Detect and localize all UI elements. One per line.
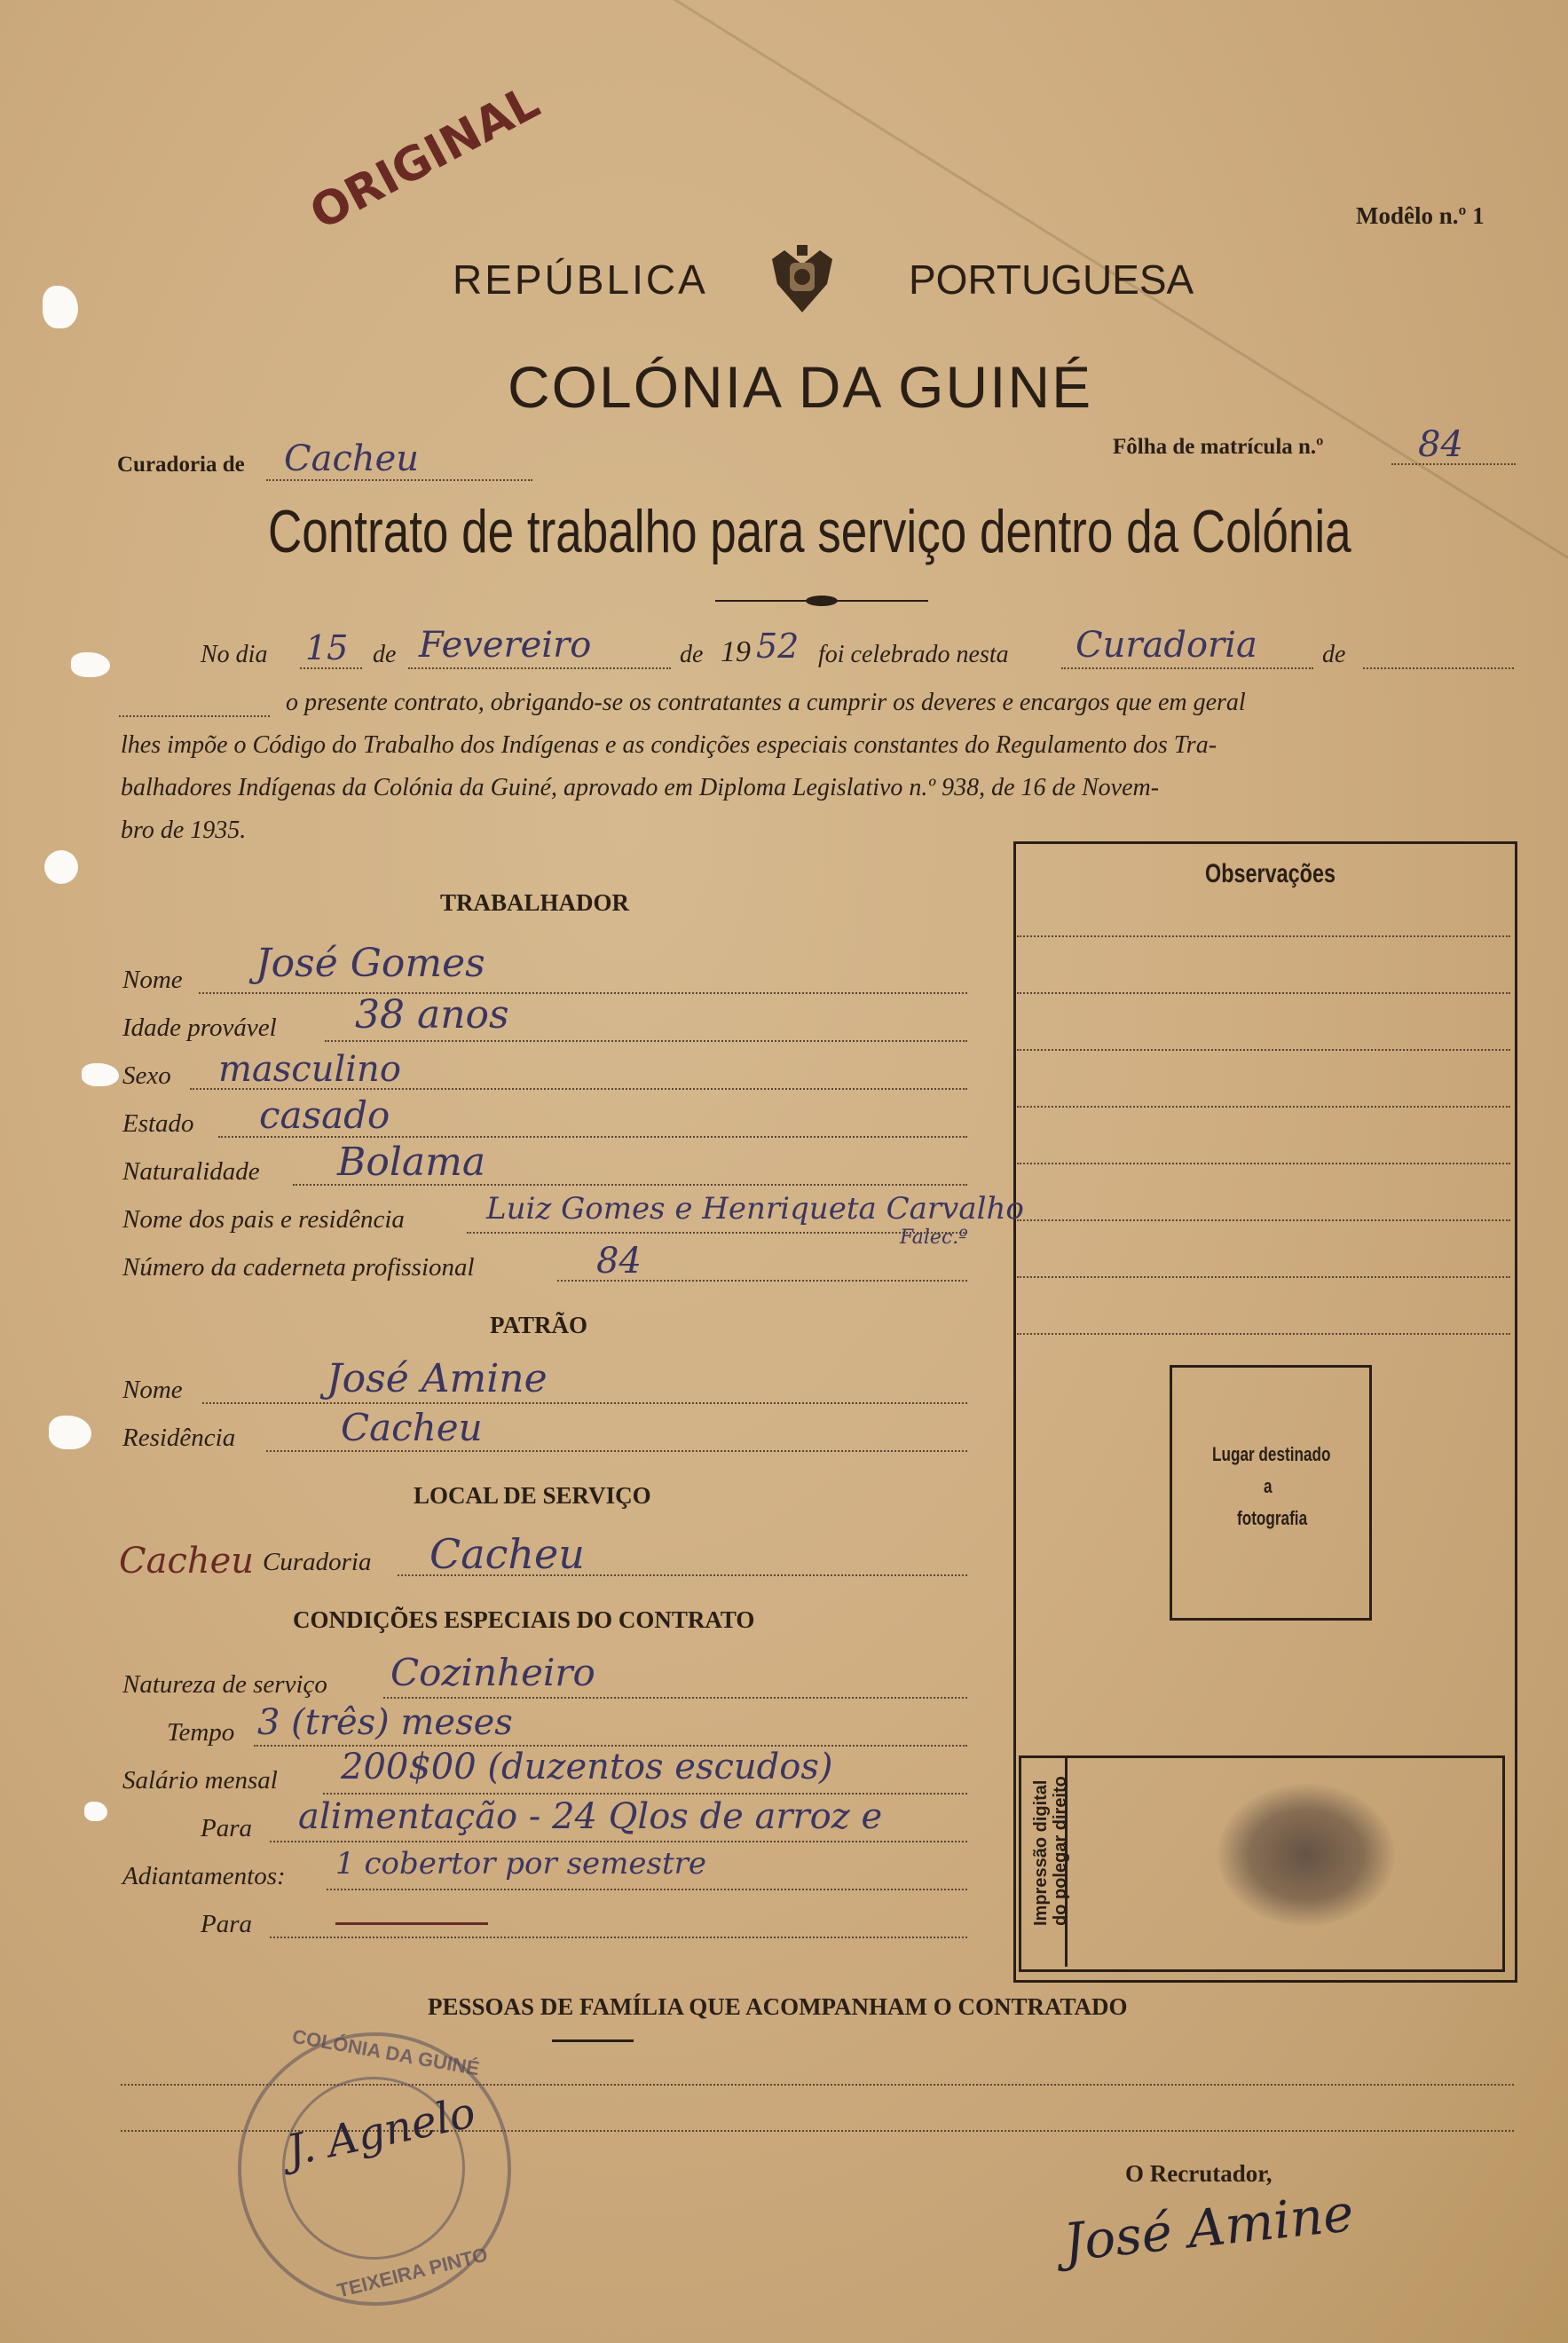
para-2-stroke bbox=[335, 1922, 488, 1925]
pais-label: Nome dos pais e residência bbox=[122, 1205, 405, 1234]
intro-line-4: balhadores Indígenas da Colónia da Guiné, aprovado em Diploma Legislativo n.º 938, de 16 de Novem- bbox=[121, 774, 1160, 801]
recrutador-signature: José Amine bbox=[1060, 2182, 1357, 2273]
intro-year-suffix: 52 bbox=[756, 627, 800, 666]
residencia-label: Residência bbox=[122, 1424, 236, 1452]
paper-tear bbox=[43, 286, 78, 328]
tempo-label: Tempo bbox=[167, 1718, 235, 1747]
salario-value: 200$00 (duzentos escudos) bbox=[341, 1747, 833, 1787]
nome-line bbox=[199, 992, 967, 994]
para-2-label: Para bbox=[201, 1910, 252, 1938]
intro-line-3: lhes impõe o Código do Trabalho dos Indígenas e as condições especiais constantes do Regulamento dos Tra- bbox=[121, 731, 1217, 759]
obs-line bbox=[1017, 1163, 1510, 1164]
stamp-signature: J. Agnelo bbox=[282, 2087, 480, 2176]
obs-line bbox=[1017, 1333, 1510, 1335]
photo-label-1: Lugar destinado bbox=[1212, 1443, 1331, 1465]
colony-title: COLÓNIA DA GUINÉ bbox=[508, 354, 1093, 420]
coat-of-arms-icon bbox=[765, 241, 839, 316]
intro-line-5: bro de 1935. bbox=[121, 816, 247, 844]
pais-value: Luiz Gomes e Henriqueta Carvalho bbox=[486, 1191, 1024, 1227]
header-portuguesa: PORTUGUESA bbox=[909, 256, 1194, 303]
obs-line bbox=[1017, 1219, 1510, 1221]
natureza-value: Cozinheiro bbox=[390, 1651, 595, 1694]
curadoria-line bbox=[266, 479, 532, 481]
trabalhador-heading: TRABALHADOR bbox=[440, 889, 630, 916]
obs-line bbox=[1017, 1049, 1510, 1051]
intro-no-dia: No dia bbox=[201, 641, 268, 668]
naturalidade-value: Bolama bbox=[337, 1140, 486, 1185]
day-line bbox=[300, 667, 362, 669]
nome-value: José Gomes bbox=[256, 941, 485, 986]
para-2-line bbox=[270, 1937, 967, 1938]
sexo-value: masculino bbox=[218, 1049, 401, 1090]
intro-de: de bbox=[373, 641, 397, 668]
local-value: Cacheu bbox=[429, 1530, 585, 1578]
familia-divider bbox=[552, 2039, 634, 2042]
month-line bbox=[408, 667, 671, 669]
intro-place: Curadoria bbox=[1076, 625, 1257, 666]
obs-line bbox=[1017, 992, 1510, 994]
folha-label: Fôlha de matrícula n.º bbox=[1113, 435, 1324, 459]
de-line bbox=[1363, 667, 1514, 669]
photo-label-2: a bbox=[1264, 1475, 1273, 1497]
header-republica: REPÚBLICA bbox=[453, 256, 708, 303]
adiantamentos-label: Adiantamentos: bbox=[122, 1862, 286, 1890]
ornament-divider bbox=[715, 595, 928, 607]
tempo-value: 3 (três) meses bbox=[257, 1702, 513, 1743]
residencia-value: Cacheu bbox=[341, 1406, 483, 1449]
place-line bbox=[1061, 667, 1313, 669]
stamp-bottom-text: TEIXEIRA PINTO bbox=[335, 2243, 490, 2302]
patrao-heading: PATRÃO bbox=[490, 1312, 587, 1338]
punch-hole bbox=[44, 850, 78, 884]
pais-extra: Falec.º bbox=[900, 1227, 968, 1249]
local-heading: LOCAL DE SERVIÇO bbox=[414, 1482, 651, 1509]
folha-value: 84 bbox=[1418, 424, 1463, 465]
curadoria-label: Curadoria de bbox=[117, 453, 245, 477]
sexo-label: Sexo bbox=[122, 1061, 171, 1090]
intro-line-2: o presente contrato, obrigando-se os contratantes a cumprir os deveres e encargos que em geral bbox=[286, 689, 1246, 716]
model-number: Modêlo n.º 1 bbox=[1356, 202, 1485, 229]
intro-month: Fevereiro bbox=[419, 625, 592, 666]
intro-de-3: de bbox=[1322, 641, 1346, 668]
thumb-label-1: Impressão digital bbox=[1031, 1779, 1051, 1926]
obs-line bbox=[1017, 935, 1510, 937]
recrutador-label: O Recrutador, bbox=[1125, 2160, 1273, 2187]
paper-tear bbox=[49, 1416, 91, 1449]
line2-dots bbox=[119, 715, 270, 717]
local-prefix: Cacheu bbox=[119, 1541, 255, 1582]
para-label: Para bbox=[201, 1814, 252, 1842]
local-label: Curadoria bbox=[263, 1548, 372, 1576]
idade-label: Idade provável bbox=[122, 1014, 277, 1042]
intro-day: 15 bbox=[305, 628, 349, 667]
caderneta-value: 84 bbox=[596, 1241, 642, 1282]
caderneta-label: Número da caderneta profissional bbox=[122, 1253, 475, 1282]
paper-tear bbox=[71, 652, 110, 677]
thumbprint-icon bbox=[1217, 1784, 1395, 1926]
photo-label-3: fotografia bbox=[1237, 1507, 1308, 1529]
curadoria-value: Cacheu bbox=[284, 438, 420, 479]
estado-label: Estado bbox=[122, 1109, 194, 1138]
contract-title: Contrato de trabalho para serviço dentro da Colónia bbox=[268, 498, 1351, 565]
para-value: alimentação - 24 Qlos de arroz e bbox=[298, 1796, 883, 1837]
estado-value: casado bbox=[259, 1093, 390, 1137]
obs-line bbox=[1017, 1106, 1510, 1108]
nome-label: Nome bbox=[122, 966, 183, 994]
patrao-nome-line bbox=[202, 1402, 967, 1404]
intro-foi: foi celebrado nesta bbox=[818, 641, 1009, 668]
thumb-label-2: do polegar direito bbox=[1051, 1776, 1070, 1926]
adiantamentos-line bbox=[327, 1889, 967, 1890]
paper-tear bbox=[82, 1063, 119, 1086]
pais-line bbox=[467, 1232, 967, 1234]
naturalidade-label: Naturalidade bbox=[122, 1157, 260, 1186]
original-stamp: ORIGINAL bbox=[302, 75, 548, 241]
familia-heading: PESSOAS DE FAMÍLIA QUE ACOMPANHAM O CONTRATADO bbox=[428, 1993, 1128, 2020]
patrao-nome-label: Nome bbox=[122, 1376, 183, 1404]
salario-label: Salário mensal bbox=[122, 1766, 278, 1795]
natureza-line bbox=[383, 1697, 967, 1699]
residencia-line bbox=[266, 1450, 967, 1452]
paper-tear bbox=[84, 1802, 107, 1821]
idade-value: 38 anos bbox=[355, 992, 509, 1037]
stamp-text: COLÓNIA DA GUINÉ bbox=[290, 2024, 482, 2080]
adiantamentos-value: 1 cobertor por semestre bbox=[335, 1846, 706, 1882]
observations-title: Observações bbox=[1205, 859, 1336, 888]
obs-line bbox=[1017, 1276, 1510, 1278]
natureza-label: Natureza de serviço bbox=[122, 1670, 327, 1699]
intro-year-prefix: 19 bbox=[721, 635, 751, 668]
intro-de-2: de bbox=[680, 641, 704, 668]
para-line bbox=[270, 1841, 967, 1842]
patrao-nome-value: José Amine bbox=[327, 1356, 548, 1401]
condicoes-heading: CONDIÇÕES ESPECIAIS DO CONTRATO bbox=[293, 1606, 755, 1633]
salario-line bbox=[323, 1793, 967, 1795]
idade-line bbox=[325, 1040, 967, 1042]
